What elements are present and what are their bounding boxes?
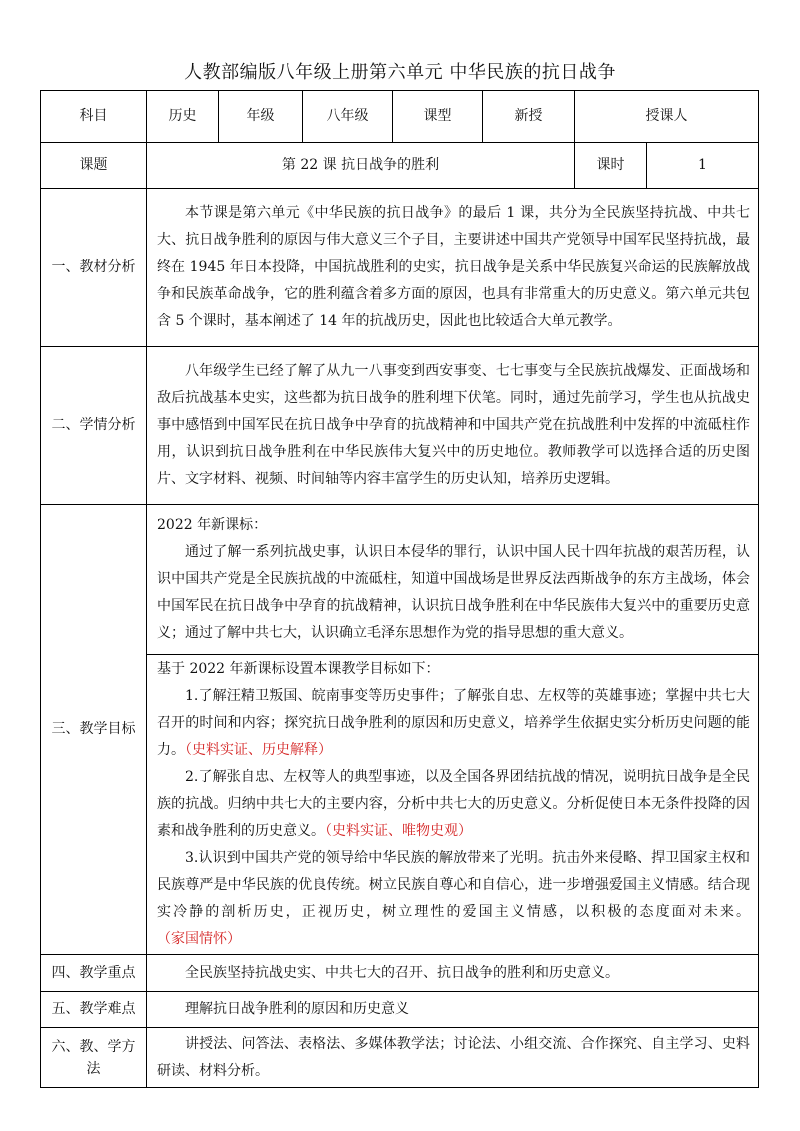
key-points-label: 四、教学重点 xyxy=(41,955,147,992)
students-cell xyxy=(147,347,759,505)
key-points-row xyxy=(41,955,759,992)
topic-value: 第 22 课 抗日战争的胜利 xyxy=(147,143,575,189)
standard-title: 2022 年新课标： xyxy=(157,517,268,533)
goals-items-row xyxy=(41,655,759,955)
students-label: 二、学情分析 xyxy=(41,347,147,505)
topic-row xyxy=(41,143,759,189)
goal-tag: （史料实证、历史解释） xyxy=(185,742,332,758)
hours-value: 1 xyxy=(647,143,759,189)
lesson-plan-table xyxy=(40,90,759,1088)
methods-label: 六、教、学方法 xyxy=(41,1028,147,1088)
document-title: 人教部编版八年级上册第六单元 中华民族的抗日战争 xyxy=(184,62,616,83)
lesson-type-value: 新授 xyxy=(483,91,575,143)
subject-value: 历史 xyxy=(147,91,219,143)
goals-intro: 基于 2022 年新课标设置本课教学目标如下： xyxy=(157,661,440,677)
difficulties-row xyxy=(41,992,759,1028)
grade-label: 年级 xyxy=(219,91,303,143)
difficulties-text: 理解抗日战争胜利的原因和历史意义 xyxy=(185,1001,409,1017)
hours-label: 课时 xyxy=(575,143,647,189)
grade-value: 八年级 xyxy=(303,91,393,143)
goal-item-1 xyxy=(157,683,750,764)
info-row xyxy=(41,91,759,143)
methods-cell xyxy=(147,1028,759,1088)
teacher-label: 授课人 xyxy=(645,108,688,124)
methods-row xyxy=(41,1028,759,1088)
textbook-cell xyxy=(147,189,759,347)
goal-tag: （史料实证、唯物史观） xyxy=(325,823,472,839)
teacher-cell xyxy=(575,91,759,143)
key-points-text: 全民族坚持抗战史实、中共七大的召开、抗日战争的胜利和历史意义。 xyxy=(185,964,619,981)
students-row xyxy=(41,347,759,505)
textbook-row xyxy=(41,189,759,347)
goal-text: 2.了解张自忠、左权等人的典型事迹，以及全国各界团结抗战的情况，说明抗日战争是全民族的抗战。归纳中共七大的主要内容，分析中共七大的历史意义。分析促使日本无条件投降的因素和战争胜利的历史意义。 xyxy=(157,769,750,839)
methods-text: 讲授法、问答法、表格法、多媒体教学法；讨论法、小组交流、合作探究、自主学习、史料研读、材料分析。 xyxy=(157,1035,750,1079)
goal-item-3 xyxy=(157,845,750,953)
topic-label: 课题 xyxy=(41,143,147,189)
goals-items-cell xyxy=(147,655,759,955)
goals-label: 三、教学目标 xyxy=(41,505,147,955)
lesson-type-label: 课型 xyxy=(393,91,483,143)
difficulties-cell xyxy=(147,992,759,1028)
goal-text: 1.了解汪精卫叛国、皖南事变等历史事件；了解张自忠、左权等的英雄事迹；掌握中共七大召开的时间和内容；探究抗日战争胜利的原因和历史意义，培养学生依据史实分析历史问题的能力。 xyxy=(157,688,750,758)
textbook-text: 本节课是第六单元《中华民族的抗日战争》的最后 1 课，共分为全民族坚持抗战、中共七大、抗日战争胜利的原因与伟大意义三个子目，主要讲述中国共产党领导中国军民坚持抗战，最终在 1945 年日本投降，中国抗战胜利的史实，抗日战争是关系中华民族复兴命运的民族解放战争和民族革命战争，它的胜利蕴含着多方面的原因，也具有非常重大的历史意义。第六单元共包含 5 个课时，基本阐述了 14 年的抗战历史，因此也比较适合大单元教学。 xyxy=(157,205,750,329)
difficulties-label: 五、教学难点 xyxy=(41,992,147,1028)
goals-standard-cell xyxy=(147,505,759,655)
goal-tag: （家国情怀） xyxy=(157,931,241,947)
goal-item-2 xyxy=(157,764,750,845)
subject-label: 科目 xyxy=(41,91,147,143)
students-text: 八年级学生已经了解了从九一八事变到西安事变、七七事变与全民族抗战爆发、正面战场和敌后抗战基本史实，这些都为抗日战争的胜利埋下伏笔。同时，通过先前学习，学生也从抗战史事中感悟到中国军民在抗日战争中孕育的抗战精神和中国共产党在抗战胜利中发挥的中流砥柱作用，认识到抗日战争胜利在中华民族伟大复兴中的历史地位。教师教学可以选择合适的历史图片、文字材料、视频、时间轴等内容丰富学生的历史认知，培养历史逻辑。 xyxy=(157,363,750,487)
goals-standard-row xyxy=(41,505,759,655)
key-points-cell xyxy=(147,955,759,992)
goal-text: 3.认识到中国共产党的领导给中华民族的解放带来了光明。抗击外来侵略、捍卫国家主权和民族尊严是中华民族的优良传统。树立民族自尊心和自信心，进一步增强爱国主义情感。结合现实冷静的剖析历史，正视历史，树立理性的爱国主义情感，以积极的态度面对未来。 xyxy=(157,850,750,920)
textbook-label: 一、教材分析 xyxy=(41,189,147,347)
standard-text: 通过了解一系列抗战史事，认识日本侵华的罪行，认识中国人民十四年抗战的艰苦历程，认识中国共产党是全民族抗战的中流砥柱，知道中国战场是世界反法西斯战争的东方主战场，体会中国军民在抗日战争中孕育的抗战精神，认识抗日战争胜利在中华民族伟大复兴中的重要历史意义；通过了解中共七大，认识确立毛泽东思想作为党的指导思想的重大意义。 xyxy=(157,544,750,641)
